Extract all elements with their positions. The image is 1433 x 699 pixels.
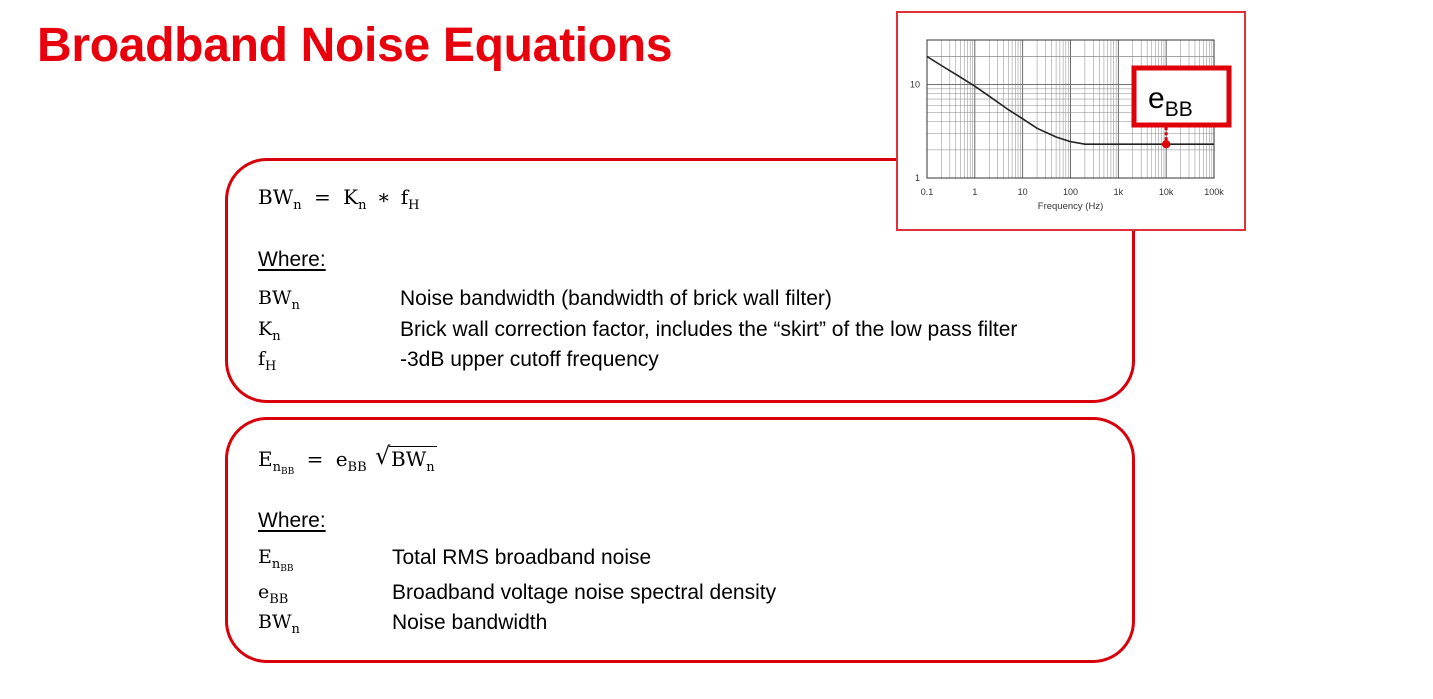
ebb-callout-subscript: BB	[1164, 98, 1193, 121]
eq-term: E	[258, 447, 273, 471]
x-tick-label: 0.1	[920, 187, 934, 197]
where-label: Where:	[258, 248, 326, 271]
definition-text: -3dB upper cutoff frequency	[400, 348, 659, 371]
x-tick-label: 100k	[1204, 187, 1224, 197]
x-tick-label: 10	[1017, 187, 1028, 197]
eq-operator: ∗	[376, 185, 391, 209]
x-tick-label: 1	[972, 187, 978, 197]
eq-term: BW	[258, 185, 294, 209]
symbol-base: e	[258, 581, 270, 603]
eq-subscript: n	[293, 198, 302, 213]
x-tick-label: 1k	[1113, 187, 1124, 197]
bandwidth-equation	[258, 185, 420, 213]
where-label: Where:	[258, 509, 326, 532]
page-title: Broadband Noise Equations	[37, 19, 673, 72]
symbol-base: f	[258, 348, 266, 370]
definition-text: Noise bandwidth (bandwidth of brick wall filter)	[400, 287, 832, 310]
symbol-subscript: H	[265, 359, 277, 374]
symbol-base: BW	[258, 611, 292, 633]
symbol-base: K	[258, 318, 273, 340]
definition-symbol	[258, 287, 300, 313]
eq-subscript: H	[408, 198, 420, 213]
noise-density-chart-frame	[896, 11, 1246, 231]
definition-symbol	[258, 348, 276, 374]
eq-term: f	[400, 185, 409, 209]
symbol-base: BW	[258, 287, 292, 309]
radicand-base: BW	[391, 447, 427, 471]
eq-equals: =	[314, 185, 331, 209]
y-tick-label: 10	[909, 79, 920, 90]
definition-symbol	[258, 318, 281, 344]
ebb-callout-base: e	[1148, 82, 1165, 115]
eq-subsubscript: BB	[280, 467, 295, 477]
definition-symbol	[258, 581, 288, 607]
eq-subscript	[273, 460, 295, 475]
symbol-subscript	[272, 557, 294, 572]
eq-equals: =	[306, 447, 324, 471]
y-tick-label: 1	[914, 173, 920, 183]
radical-sign: √	[375, 442, 391, 470]
definition-text: Broadband voltage noise spectral density	[392, 581, 777, 604]
radicand	[389, 446, 437, 475]
ebb-marker	[1162, 140, 1170, 148]
eq-subscript-n: n	[272, 460, 281, 475]
eq-term: e	[335, 447, 348, 471]
eq-subscript: n	[358, 198, 367, 213]
definition-symbol	[258, 611, 300, 637]
symbol-subsubscript: BB	[280, 564, 294, 574]
definition-text: Total RMS broadband noise	[392, 546, 652, 569]
symbol-subscript: n	[291, 298, 300, 313]
definition-text: Noise bandwidth	[392, 611, 548, 634]
symbol-subscript: n	[272, 329, 281, 344]
broadband-noise-equation	[258, 442, 437, 477]
symbol-subscript-n: n	[271, 557, 281, 572]
definition-text: Brick wall correction factor, includes the “skirt” of the low pass filter	[400, 318, 1018, 341]
x-tick-label: 100	[1062, 187, 1079, 197]
eq-term: K	[343, 185, 359, 209]
eq-subscript: BB	[347, 460, 367, 475]
x-axis-label: Frequency (Hz)	[1037, 201, 1104, 212]
x-tick-label: 10k	[1158, 187, 1174, 197]
definition-symbol	[258, 546, 293, 574]
symbol-base: E	[258, 546, 272, 568]
square-root	[375, 442, 437, 475]
noise-density-chart	[898, 13, 1244, 229]
radicand-subscript: n	[426, 460, 435, 475]
symbol-subscript: BB	[269, 592, 289, 607]
broadband-noise-equation-box	[225, 417, 1135, 663]
symbol-subscript: n	[291, 622, 300, 637]
